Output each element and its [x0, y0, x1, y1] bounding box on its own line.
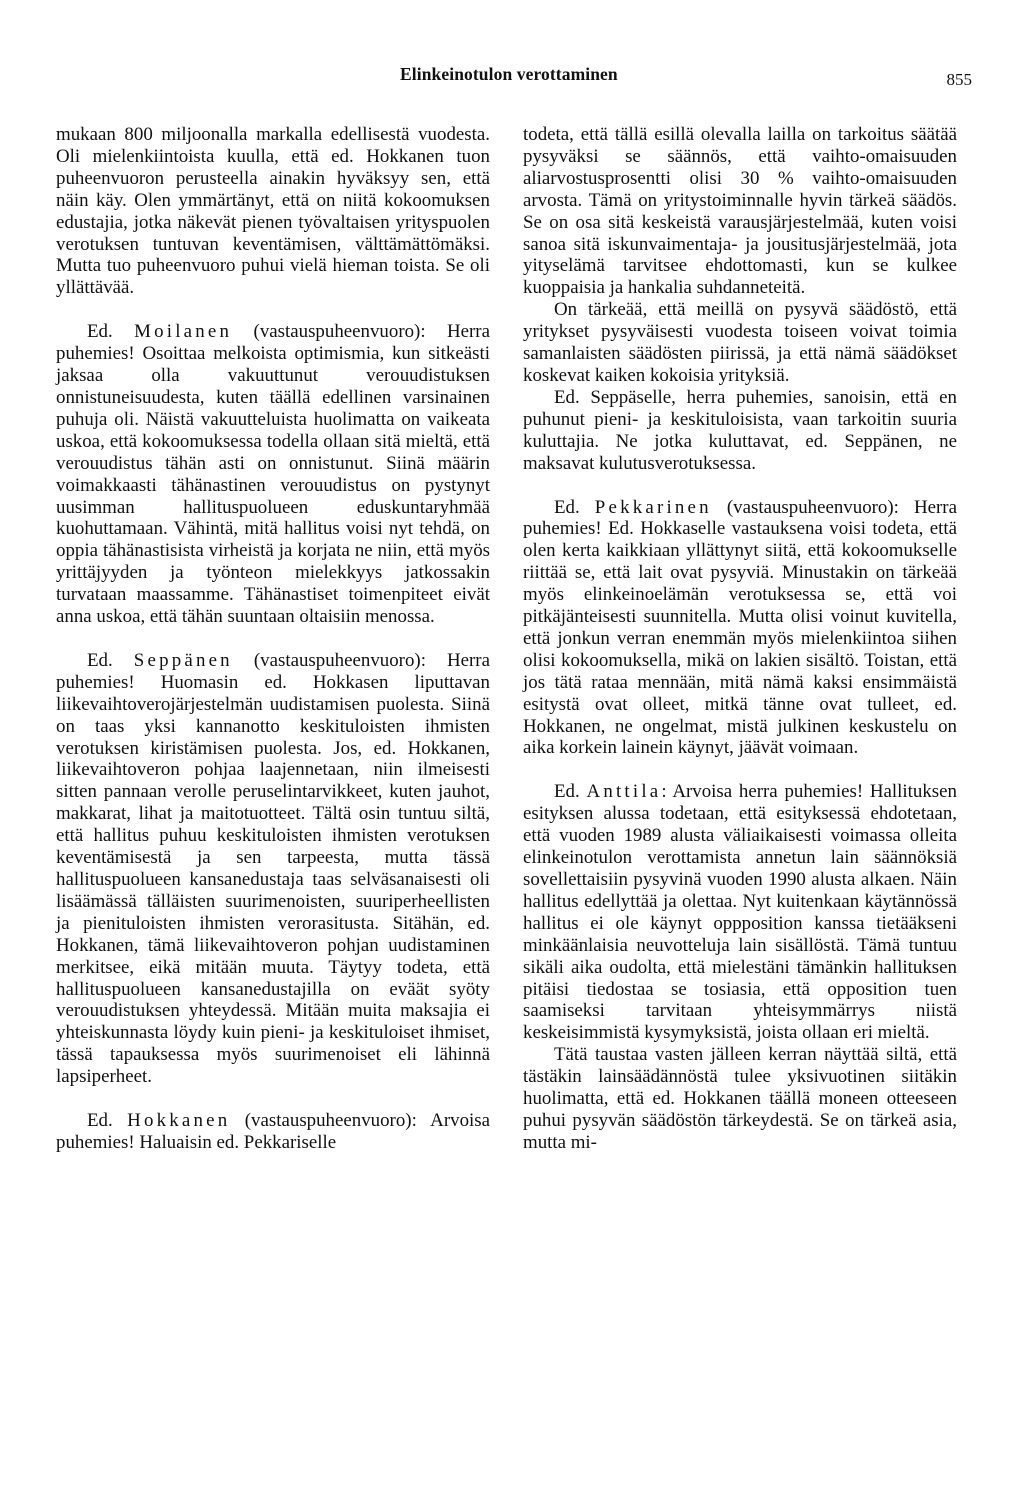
speaker-name: Hokkanen	[127, 1110, 231, 1132]
speech-prefix: Ed.	[554, 496, 580, 518]
paragraph-text: todeta, että tällä esillä olevalla lailla on tarkoitus säätää pysyväksi se säännös, että vaihto-omaisuuden aliarvostusprosentti olisi 30 % vaihto-omaisuuden arvosta. Tämä on yritystoiminnalle hyvin tärkeä säädös. Se on osa sitä keskeistä varausjärjestelmää, kuten voisi sanoa sitä iskunvaimentaja- ja jousitusjärjestelmää, jota yityselämä tarvitsee ehdottomasti, kun se kulkee kuoppaisia ja hankalia suhdanneteitä.	[523, 124, 957, 299]
paragraph	[56, 124, 490, 299]
speech-paragraph	[56, 650, 490, 1088]
paragraph	[523, 387, 957, 475]
speech-prefix: Ed.	[87, 1110, 113, 1132]
speaker-name: Anttila	[586, 781, 662, 803]
speech-text: (vastauspuheenvuoro): Arvoisa puhemies! Haluaisin ed. Pekkariselle	[56, 1110, 490, 1153]
speech-text: (vastauspuheenvuoro): Herra puhemies! Huomasin ed. Hokkasen liputtavan liikevaihtoverojärjestelmän uudistamisen puolesta. Siinä on taas yksi kannanotto keskituloisten ihmisten verotuksen kiristämisen puolesta. Jos, ed. Hokkanen, liikevaihtoveron pohjaa laajennetaan, niin ilmeisesti sitten pannaan verolle peruselintarvikkeet, kuten jauhot, makkarat, lihat ja maitotuotteet. Tältä osin tuntuu siltä, että hallitus puhuu keskituloisten ihmisten verotuksen keventämisestä ja sen tarpeesta, mutta tässä hallituspuolueen kansanedustaja taas selväsanaisesti oli lisäämässä tälläisten suurimenoisten, suuriperheellisten ja pienituloisten ihmisten verorasitusta. Sitähän, ed. Hokkanen, tämä liikevaihtoveron pohjan uudistaminen merkitsee, eikä mitään muuta. Täytyy todeta, että hallituspuolueen kansanedustajilla on eväät syöty verouudistuksen yhteydessä. Mitään muita maksajia ei yhteiskunnasta löydy kuin pieni- ja keskituloiset ihmiset, tässä tapauksessa myös suurimenoiset eli lähinnä lapsiperheet.	[56, 649, 490, 1088]
speech-paragraph	[523, 497, 957, 760]
paragraph-text: Tätä taustaa vasten jälleen kerran näyttää siltä, että tästäkin lainsäädännöstä tulee yksivuotinen siitäkin huolimatta, että ed. Hokkanen täällä moneen otteeseen puhui pysyvän säädöstön tärkeydestä. Se on tärkeä asia, mutta mi-	[523, 1044, 957, 1153]
speech-text: (vastauspuheenvuoro): Herra puhemies! Ed. Hokkaselle vastauksena voisi todeta, että olen kerta kaikkiaan yllättynyt siitä, että kokoomukselle riittää se, että lait ovat pysyviä. Minustakin on tärkeää myös elinkeinoelämän verotuksessa se, että voi pitkäjänteisesti suunnitella. Mutta olisi voinut kuvitella, että jonkun verran enemmän myös mielenkiintoa siihen olisi kokoomuksella, mikä on lakien sisältö. Toistan, että jos tätä rataa mennään, mitä nämä kaksi ensimmäistä esitystä ovat olleet, mitkä tänne ovat tulleet, ed. Hokkanen, ne ongelmat, mistä julkinen keskustelu on aika korkein lainein käynyt, jäävät voimaan.	[523, 496, 957, 759]
speech-paragraph	[523, 781, 957, 1044]
paragraph	[523, 124, 957, 299]
right-column	[523, 124, 957, 1154]
speaker-name: Seppänen	[133, 649, 233, 671]
speaker-name: Moilanen	[134, 321, 233, 343]
left-column	[56, 124, 490, 1154]
paragraph	[523, 1044, 957, 1154]
paragraph-text: On tärkeää, että meillä on pysyvä säädöstö, että yritykset pysyväisesti vuodesta toiseen voivat toimia samanlaisten säädösten piirissä, ja että nämä säädökset koskevat kaiken kokoisia yrityksiä.	[523, 299, 957, 386]
paragraph-text: Ed. Seppäselle, herra puhemies, sanoisin, että en puhunut pieni- ja keskituloisista, vaan tarkoitin suuria kuluttajia. Ne jotka kuluttavat, ed. Seppänen, ne maksavat kulutusverotuksessa.	[523, 386, 957, 474]
speech-prefix: Ed.	[554, 781, 580, 803]
speech-paragraph	[56, 321, 490, 628]
speech-text: : Arvoisa herra puhemies! Hallituksen esityksen alussa todetaan, että esityksessä ehdotetaan, että vuoden 1989 alusta väliaikaisesti voimassa olleita elinkeinotulon verottamista annetun lain säännöksiä sovellettaisiin pysyvinä vuoden 1990 alusta alkaen. Näin hallitus edellyttää ja olettaa. Nyt kuitenkaan käytännössä hallitus ei ole käynyt oppposition kanssa tietääkseni minkäänlaisia neuvotteluja lain sisällöstä. Tämä tuntuu sikäli aika oudolta, että mielestäni tämänkin hallituksen pitäisi tiedostaa se tosiasia, että opposition tuen saamiseksi tarvitaan yhteisymmärrys niistä keskeisimmistä kysymyksistä, joista ollaan eri mieltä.	[523, 781, 957, 1044]
speech-prefix: Ed.	[87, 321, 113, 343]
speech-paragraph	[56, 1110, 490, 1154]
paragraph	[523, 299, 957, 387]
page-number: 855	[946, 70, 972, 89]
running-title: Elinkeinotulon verottaminen	[400, 64, 618, 84]
paragraph-text: mukaan 800 miljoonalla markalla edellisestä vuodesta. Oli mielenkiintoista kuulla, että ed. Hokkanen tuon puheenvuoron perusteella ainakin hyväksyy sen, että näin käy. Olen ymmärtänyt, että on niitä kokoomuksen edustajia, jotka näkevät pienen työvaltaisen yrityspuolen verotuksen tuntuvan keventämisen, välttämättömäksi. Mutta tuo puheenvuoro puhui vielä hieman toista. Se oli yllättävää.	[56, 124, 490, 299]
speech-text: (vastauspuheenvuoro): Herra puhemies! Osoittaa melkoista optimismia, kun sitkeästi jaksaa olla vakuuttunut verouudistuksen onnistuneisuudesta, kuten täällä edellinen varsinainen puhuja oli. Näistä vakuutteluista huolimatta on vaikeata uskoa, että kokoomuksessa todella ollaan sitä mieltä, että verouudistus tähän asti on onnistunut. Siinä määrin voimakkaasti tähänastinen verouudistus on pystynyt uusimman hallituspuolueen eduskuntaryhmää kuohuttamaan. Vähintä, mitä hallitus voisi nyt tehdä, on oppia tähänastisista virheistä ja korjata ne niin, että myös yrittäjyyden ja työnteon mielekkyys jatkossakin turvataan maassamme. Tähänastiset toimenpiteet eivät anna uskoa, että tähän suuntaan oltaisiin menossa.	[56, 321, 490, 628]
speech-prefix: Ed.	[87, 649, 113, 671]
speaker-name: Pekkarinen	[594, 496, 712, 518]
